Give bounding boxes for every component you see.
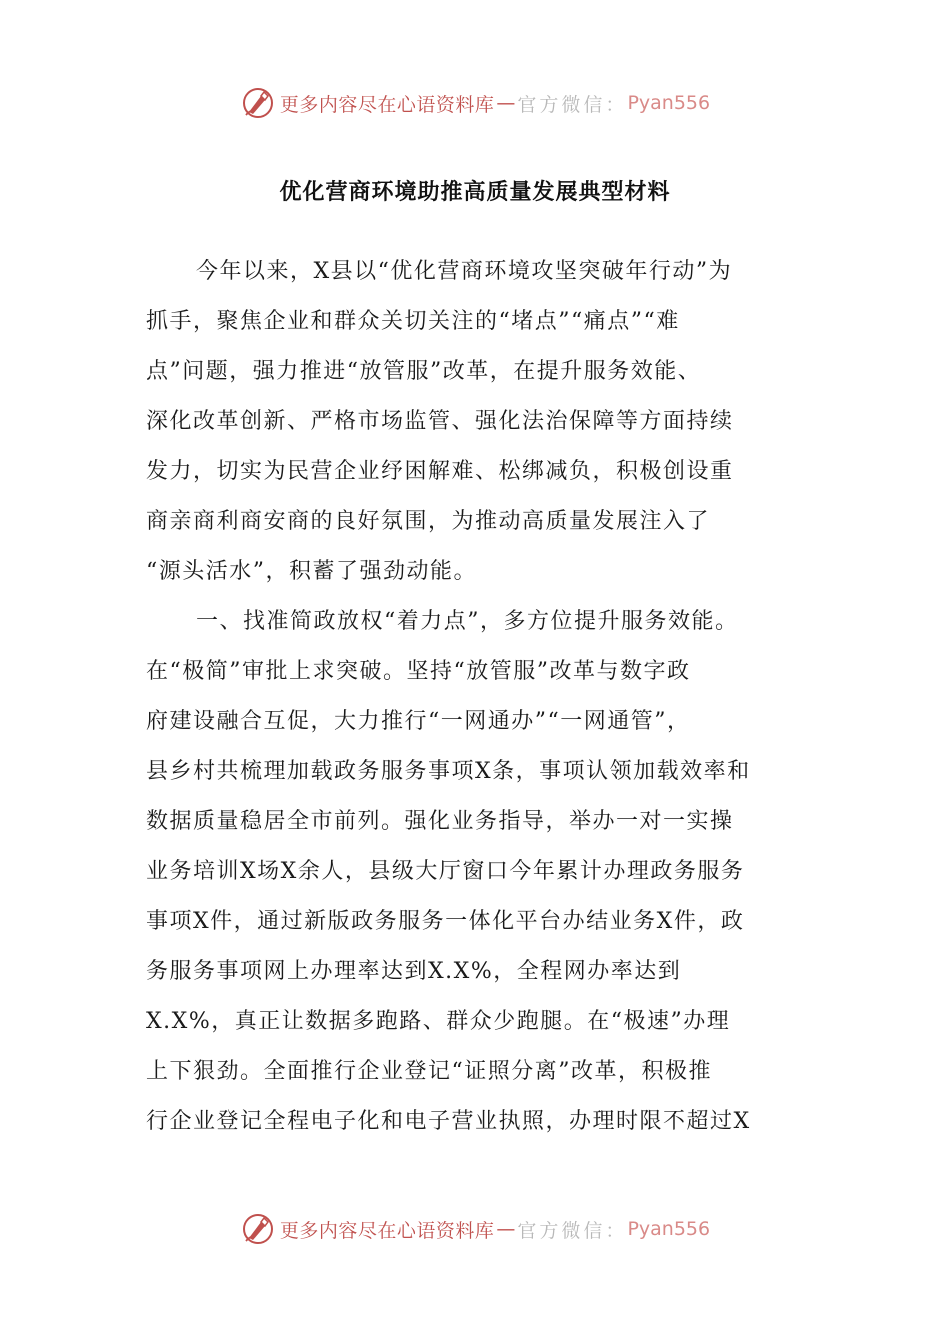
banner-dash: — <box>496 92 516 114</box>
body-line: “源头活水”，积蓄了强劲动能。 <box>146 559 477 584</box>
document-body <box>146 247 806 1147</box>
section-heading-line: 一、找准简政放权“着力点”，多方位提升服务效能。 <box>196 609 739 634</box>
body-line: 数据质量稳居全市前列。强化业务指导，举办一对一实操 <box>146 809 734 834</box>
body-line: 上下狠劲。全面推行企业登记“证照分离”改革，积极推 <box>146 1059 712 1084</box>
body-line: 点”问题，强力推进“放管服”改革，在提升服务效能、 <box>146 359 702 384</box>
banner-text: 更多内容尽在心语资料库 <box>279 93 495 116</box>
banner-wechat-label: 官方微信： <box>517 93 628 116</box>
banner-text: 更多内容尽在心语资料库 <box>279 1219 495 1242</box>
pen-nib-logo-icon <box>240 85 276 121</box>
body-line: 事项X件，通过新版政务服务一体化平台办结业务X件，政 <box>146 909 745 934</box>
body-line: 府建设融合互促，大力推行“一网通办”“一网通管”， <box>146 709 691 734</box>
banner-dash: — <box>496 1218 516 1240</box>
body-line: 深化改革创新、严格市场监管、强化法治保障等方面持续 <box>146 409 734 434</box>
document-title: 优化营商环境助推高质量发展典型材料 <box>279 180 671 205</box>
body-line: 业务培训X场X余人，县级大厅窗口今年累计办理政务服务 <box>146 859 745 884</box>
body-line: 今年以来，X县以“优化营商环境攻坚突破年行动”为 <box>196 259 733 284</box>
body-line: 商亲商利商安商的良好氛围，为推动高质量发展注入了 <box>146 509 711 534</box>
banner-wechat-label: 官方微信： <box>517 1219 628 1242</box>
body-line: 抓手，聚焦企业和群众关切关注的“堵点”“痛点”“难 <box>146 309 680 334</box>
body-line: 在“极简”审批上求突破。坚持“放管服”改革与数字政 <box>146 659 691 684</box>
banner-wechat-id: Pyan556 <box>627 92 711 114</box>
pen-nib-logo-icon <box>240 1211 276 1247</box>
body-line: 行企业登记全程电子化和电子营业执照，办理时限不超过X <box>146 1109 751 1134</box>
body-line: 县乡村共梳理加载政务服务事项X条，事项认领加载效率和 <box>146 759 751 784</box>
header-banner <box>0 81 950 125</box>
body-line: X.X%，真正让数据多跑路、群众少跑腿。在“极速”办理 <box>146 1009 731 1034</box>
footer-banner <box>0 1207 950 1251</box>
body-line: 务服务事项网上办理率达到X.X%，全程网办率达到 <box>146 959 682 984</box>
body-line: 发力，切实为民营企业纾困解难、松绑减负，积极创设重 <box>146 459 734 484</box>
banner-wechat-id: Pyan556 <box>627 1218 711 1240</box>
